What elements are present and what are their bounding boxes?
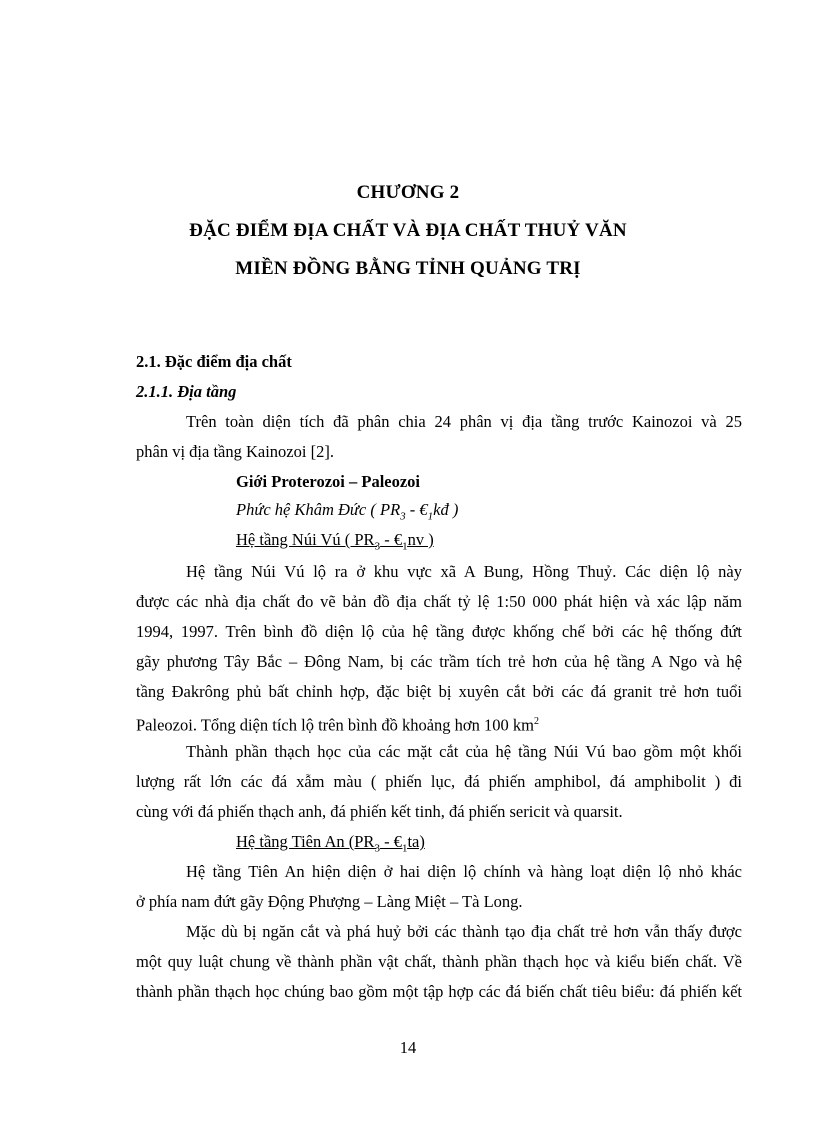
chapter-title-line1: ĐẶC ĐIỂM ĐỊA CHẤT VÀ ĐỊA CHẤT THUỶ VĂN bbox=[189, 220, 627, 241]
paragraph-line: cùng với đá phiến thạch anh, đá phiến kết tinh, đá phiến sericit và quarsit. bbox=[136, 802, 623, 821]
paragraph-line: 1994, 1997. Trên bình đồ diện lộ của hệ tầng được khống chế bởi các hệ thống đứt bbox=[136, 622, 742, 641]
formation-heading-tien-an: Hệ tầng Tiên An ($PR_3$ - $€_1ta$) bbox=[236, 832, 425, 855]
paragraph-line: lượng rất lớn các đá xẫm màu ( phiến lục, đá phiến amphibol, đá amphibolit ) đi bbox=[136, 772, 742, 791]
paragraph-line: Mặc dù bị ngăn cắt và phá huỷ bởi các thành tạo địa chất trẻ hơn vẫn thấy được bbox=[186, 922, 742, 941]
formation-heading-nui-vu: Hệ tầng Núi Vú ( $PR_3$ - $€_1nv$ ) bbox=[236, 530, 434, 553]
paragraph-line: Thành phần thạch học của các mặt cắt của hệ tầng Núi Vú bao gồm một khối bbox=[186, 742, 742, 761]
complex-name: Phức hệ Khâm Đức ( $PR_3$ - $€_1kđ$ ) bbox=[236, 500, 459, 523]
paragraph-line: gãy phương Tây Bắc – Đông Nam, bị các trầm tích trẻ hơn của hệ tầng A Ngo và hệ bbox=[136, 652, 742, 671]
subsection-heading: 2.1.1. Địa tầng bbox=[136, 382, 237, 401]
chapter-title-line2: MIỀN ĐỒNG BẰNG TỈNH QUẢNG TRỊ bbox=[235, 258, 581, 279]
intro-line-2: phân vị địa tầng Kainozoi [2]. bbox=[136, 442, 334, 461]
paragraph-line: được các nhà địa chất đo vẽ bản đồ địa chất tỷ lệ 1:50 000 phát hiện và xác lập năm bbox=[136, 592, 742, 611]
intro-line-1: Trên toàn diện tích đã phân chia 24 phân vị địa tầng trước Kainozoi và 25 bbox=[186, 412, 742, 431]
paragraph-line: Hệ tầng Núi Vú lộ ra ở khu vực xã A Bung, Hồng Thuỷ. Các diện lộ này bbox=[186, 562, 742, 581]
paragraph-line: ở phía nam đứt gãy Động Phượng – Làng Miệt – Tà Long. bbox=[136, 892, 523, 911]
paragraph-line: một quy luật chung về thành phần vật chất, thành phần thạch học và kiểu biến chất. Về bbox=[136, 952, 742, 971]
era-heading: Giới Proterozoi – Paleozoi bbox=[236, 472, 421, 491]
page-number: 14 bbox=[399, 1038, 417, 1057]
paragraph-line: Paleozoi. Tổng diện tích lộ trên bình đồ khoảng hơn 100 $km^2$ bbox=[136, 715, 539, 735]
paragraph-line: Hệ tầng Tiên An hiện diện ở hai diện lộ chính và hàng loạt diện lộ nhỏ khác bbox=[186, 862, 742, 881]
chapter-number: CHƯƠNG 2 bbox=[356, 182, 460, 203]
section-heading: 2.1. Đặc điểm địa chất bbox=[136, 352, 292, 371]
paragraph-line: tầng Đakrông phủ bất chỉnh hợp, đặc biệt bị xuyên cắt bởi các đá granit trẻ hơn tuổi bbox=[136, 682, 742, 701]
paragraph-line: thành phần thạch học chúng bao gồm một tập hợp các đá biến chất tiêu biểu: đá phiến kết bbox=[136, 982, 742, 1001]
